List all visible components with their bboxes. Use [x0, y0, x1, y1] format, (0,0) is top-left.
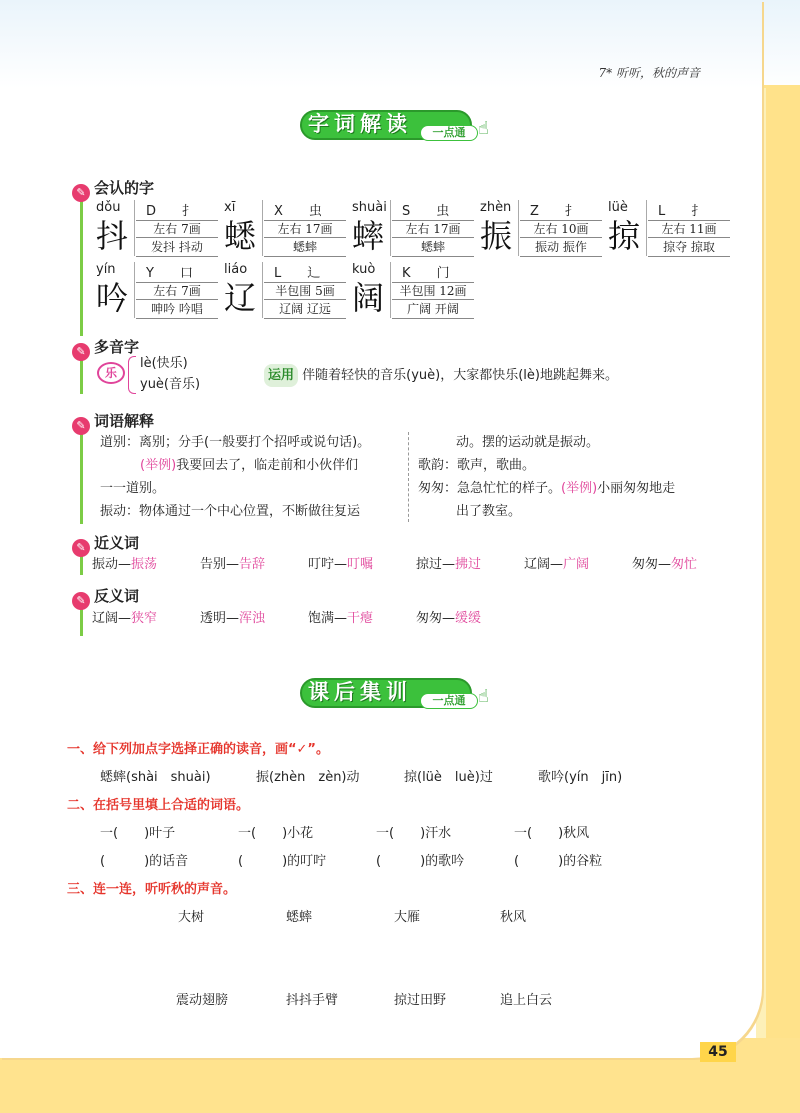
- pinyin: lüè: [608, 200, 628, 215]
- match-bottom-item[interactable]: 抖抖手臂: [286, 993, 339, 1008]
- char-card: [96, 200, 226, 260]
- section-title: ✎ 词语解释: [72, 410, 154, 435]
- char-card: [608, 200, 738, 260]
- pinyin: xī: [224, 200, 236, 215]
- char-card: [224, 200, 354, 260]
- hand-pointer-icon: ☝: [478, 118, 489, 139]
- character: 蟀: [352, 217, 385, 255]
- pencil-icon: ✎: [72, 539, 90, 557]
- pinyin: shuài: [352, 200, 387, 215]
- pinyin: dǒu: [96, 200, 121, 215]
- blank-item[interactable]: 一( )秋风: [514, 826, 590, 841]
- character: 蟋: [224, 217, 257, 255]
- structure-strokes: 左右 17画: [264, 220, 346, 238]
- word-examples: 振动 振作: [520, 238, 602, 257]
- word-pair: 振动—振荡: [92, 557, 158, 572]
- match-top-item[interactable]: 大树: [178, 910, 205, 925]
- blank-item[interactable]: 一( )小花: [238, 826, 314, 841]
- banner-title: 课后集训: [308, 680, 412, 704]
- q1-item: 蟋蟀(shài shuài): [100, 770, 211, 785]
- character: 振: [480, 217, 513, 255]
- word-pair: 匆匆—匆忙: [632, 557, 698, 572]
- definition-line: (举例)我要回去了，临走前和小伙伴们: [140, 458, 359, 473]
- definition-line: 匆匆：急急忙忙的样子。(举例)小丽匆匆地走: [418, 481, 676, 496]
- hand-pointer-icon: ☝: [478, 686, 489, 707]
- usage-line: [264, 364, 618, 387]
- structure-strokes: 左右 7画: [136, 282, 218, 300]
- word-pair: 叮咛—叮嘱: [308, 557, 374, 572]
- chapter-title: 7* 听听，秋的声音: [598, 66, 700, 80]
- definition-line: 一一道别。: [100, 481, 166, 496]
- definition-line: 出了教室。: [456, 504, 522, 519]
- usage-label: 运用: [264, 364, 298, 387]
- structure-strokes: 半包围 5画: [264, 282, 346, 300]
- section-line: [80, 188, 83, 336]
- pencil-icon: ✎: [72, 592, 90, 610]
- word-examples: 呻吟 吟唱: [136, 300, 218, 319]
- section-line: [80, 420, 83, 524]
- index-letter-radical: K 门: [402, 266, 450, 281]
- q1-item: 歌吟(yín jīn): [538, 770, 623, 785]
- word-examples: 蟋蟀: [392, 238, 474, 257]
- index-letter-radical: L 辶: [274, 266, 321, 281]
- index-letter-radical: L 扌: [658, 204, 705, 219]
- word-pair: 辽阔—广阔: [524, 557, 590, 572]
- index-letter-radical: X 虫: [274, 204, 322, 219]
- word-pair: 辽阔—狭窄: [92, 611, 158, 626]
- structure-strokes: 左右 7画: [136, 220, 218, 238]
- question-1-title: 一、给下列加点字选择正确的读音，画“✓”。: [67, 742, 329, 757]
- reading-1: lè(快乐): [140, 356, 188, 371]
- character: 阔: [352, 279, 385, 317]
- index-letter-radical: D 扌: [146, 204, 196, 219]
- word-pair: 匆匆—缓缓: [416, 611, 482, 626]
- banner-vocab: [300, 104, 500, 144]
- pencil-icon: ✎: [72, 417, 90, 435]
- structure-strokes: 左右 10画: [520, 220, 602, 238]
- definition-line: 道别：离别；分手(一般要打个招呼或说句话)。: [100, 435, 371, 450]
- match-top-item[interactable]: 蟋蟀: [286, 910, 313, 925]
- character: 辽: [224, 279, 257, 317]
- character: 掠: [608, 217, 641, 255]
- match-bottom-item[interactable]: 掠过田野: [394, 993, 447, 1008]
- pencil-icon: ✎: [72, 343, 90, 361]
- character: 吟: [96, 279, 129, 317]
- match-bottom-item[interactable]: 震动翅膀: [176, 993, 229, 1008]
- word-pair: 掠过—拂过: [416, 557, 482, 572]
- word-examples: 辽阔 辽远: [264, 300, 346, 319]
- character: 抖: [96, 217, 129, 255]
- blank-item[interactable]: 一( )叶子: [100, 826, 176, 841]
- section-title: ✎ 多音字: [72, 336, 139, 361]
- definition-line: 动。摆的运动就是振动。: [456, 435, 600, 450]
- definition-line: 振动：物体通过一个中心位置，不断做往复运: [100, 504, 361, 519]
- question-3-title: 三、连一连，听听秋的声音。: [67, 882, 237, 897]
- section-title: ✎ 近义词: [72, 532, 139, 557]
- blank-item[interactable]: ( )的谷粒: [514, 854, 603, 869]
- pinyin: yín: [96, 262, 116, 277]
- banner-tag: 一点通: [420, 693, 478, 709]
- word-examples: 掠夺 掠取: [648, 238, 730, 257]
- banner-title: 字词解读: [308, 112, 412, 136]
- blank-item[interactable]: 一( )汗水: [376, 826, 452, 841]
- brace-icon: [128, 356, 136, 394]
- usage-text: 伴随着轻快的音乐(yuè)，大家都快乐(lè)地跳起舞来。: [302, 368, 618, 383]
- column-divider: [408, 432, 409, 522]
- pinyin: zhèn: [480, 200, 512, 215]
- polyphone-char: 乐: [97, 362, 125, 384]
- banner-practice: [300, 672, 500, 712]
- q1-item: 振(zhèn zèn)动: [256, 770, 360, 785]
- pinyin: kuò: [352, 262, 376, 277]
- banner-tag: 一点通: [420, 125, 478, 141]
- structure-strokes: 左右 11画: [648, 220, 730, 238]
- pinyin: liáo: [224, 262, 248, 277]
- question-2-title: 二、在括号里填上合适的词语。: [67, 798, 250, 813]
- section-title: ✎ 会认的字: [72, 177, 154, 202]
- char-card: [480, 200, 610, 260]
- index-letter-radical: Z 扌: [530, 204, 578, 219]
- word-pair: 透明—浑浊: [200, 611, 266, 626]
- word-examples: 蟋蟀: [264, 238, 346, 257]
- reading-2: yuè(音乐): [140, 377, 201, 392]
- section-title: ✎ 反义词: [72, 585, 139, 610]
- match-top-item[interactable]: 大雁: [394, 910, 421, 925]
- blank-item[interactable]: ( )的话音: [100, 854, 189, 869]
- page-number: 45: [700, 1042, 736, 1062]
- definition-line: 歌韵：歌声，歌曲。: [418, 458, 536, 473]
- structure-strokes: 半包围 12画: [392, 282, 474, 300]
- q1-item: 掠(lüè luè)过: [404, 770, 493, 785]
- char-card: [352, 262, 482, 322]
- char-card: [352, 200, 482, 260]
- char-card: [224, 262, 354, 322]
- char-card: [96, 262, 226, 322]
- pencil-icon: ✎: [72, 184, 90, 202]
- structure-strokes: 左右 17画: [392, 220, 474, 238]
- word-examples: 广阔 开阔: [392, 300, 474, 319]
- index-letter-radical: S 虫: [402, 204, 450, 219]
- blank-item[interactable]: ( )的叮咛: [238, 854, 327, 869]
- match-bottom-item[interactable]: 追上白云: [500, 993, 553, 1008]
- word-pair: 饱满—干瘪: [308, 611, 374, 626]
- word-examples: 发抖 抖动: [136, 238, 218, 257]
- index-letter-radical: Y 口: [146, 266, 193, 281]
- blank-item[interactable]: ( )的歌吟: [376, 854, 465, 869]
- match-top-item[interactable]: 秋风: [500, 910, 527, 925]
- word-pair: 告别—告辞: [200, 557, 266, 572]
